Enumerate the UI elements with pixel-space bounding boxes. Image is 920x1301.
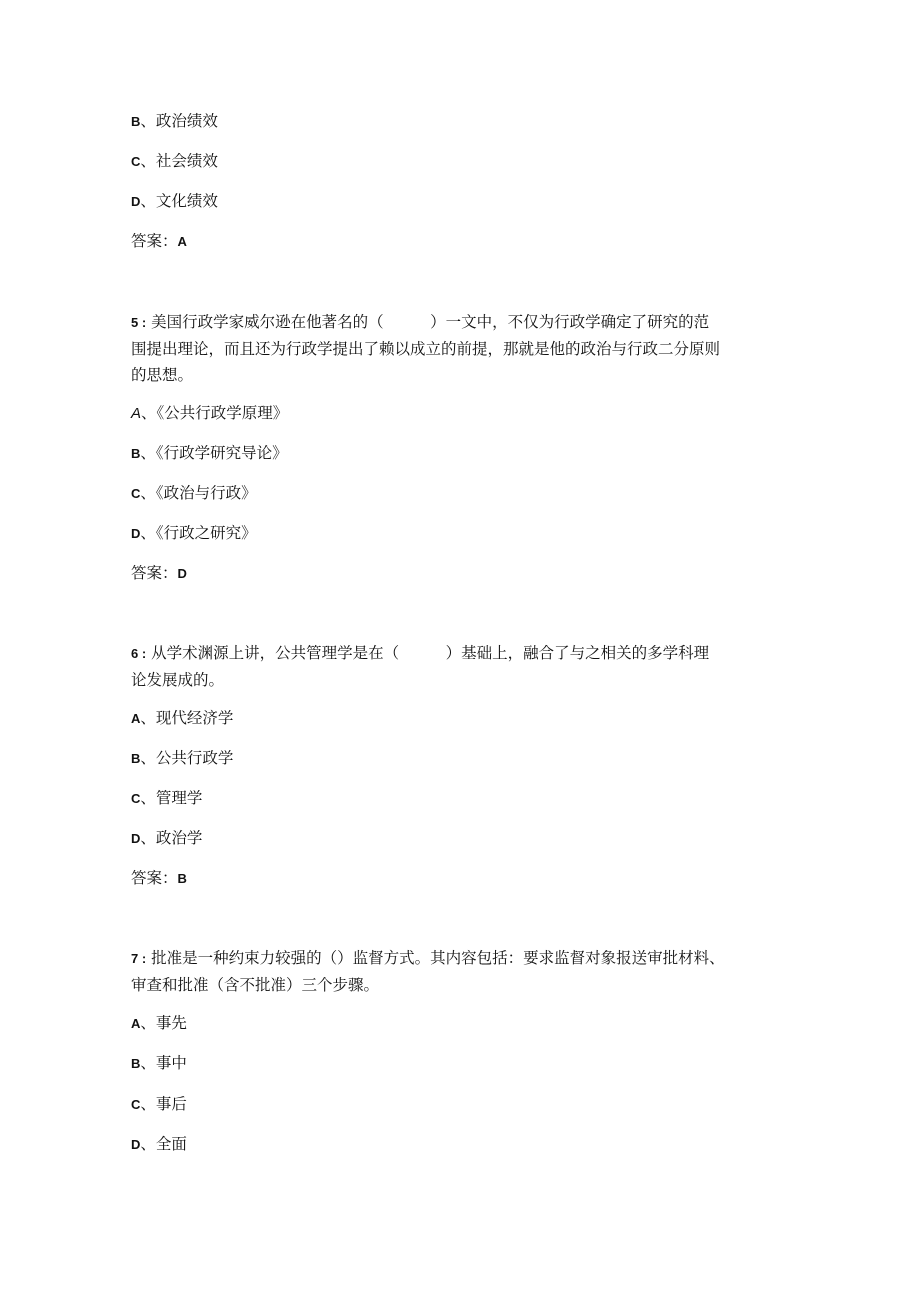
q5-answer — [131, 563, 187, 584]
option-letter: A — [131, 1016, 141, 1031]
q6-option-a: A、现代经济学 — [131, 709, 234, 727]
option-text: 管理学 — [155, 789, 203, 807]
answer-label: 答案： — [131, 564, 178, 582]
q4-option-b: B、政治绩效 — [131, 112, 218, 130]
q7-option-b: B、事中 — [131, 1054, 187, 1072]
q4-answer — [131, 231, 187, 252]
answer-value: D — [177, 566, 187, 581]
answer-value: A — [177, 234, 187, 249]
q7-option-a: A、事先 — [131, 1014, 187, 1032]
option-letter: C — [131, 486, 141, 501]
q5-option-c: C、《政治与行政》 — [131, 484, 257, 502]
q6-answer — [131, 868, 187, 889]
option-letter: A — [131, 711, 141, 726]
q6-stem: 6 : 从学术渊源上讲，公共管理学是在（ ）基础上，融合了与之相关的多学科理 论发展成的。 — [131, 644, 710, 689]
answer-label: 答案： — [131, 232, 178, 250]
q4-option-d: D、文化绩效 — [131, 192, 218, 210]
q6-option-d: D、政治学 — [131, 829, 203, 847]
option-text: 社会绩效 — [155, 152, 218, 170]
q5-option-d: D、《行政之研究》 — [131, 524, 257, 542]
option-text: 《公共行政学原理》 — [156, 404, 289, 422]
option-letter: D — [131, 526, 141, 541]
option-text: 《政治与行政》 — [155, 484, 257, 502]
option-text: 事中 — [155, 1054, 187, 1072]
option-text: 《行政学研究导论》 — [155, 444, 288, 462]
option-text: 事先 — [155, 1014, 187, 1032]
option-letter: D — [131, 1137, 141, 1152]
q6-option-b: B、公共行政学 — [131, 749, 234, 767]
option-letter: D — [131, 831, 141, 846]
q5-option-b: B、《行政学研究导论》 — [131, 444, 288, 462]
option-letter: A — [131, 405, 142, 422]
question-number: 6 : — [131, 646, 147, 661]
option-letter: B — [131, 114, 141, 129]
option-letter: C — [131, 154, 141, 169]
option-text: 全面 — [155, 1135, 187, 1153]
option-text: 事后 — [155, 1095, 187, 1113]
option-letter: C — [131, 1097, 141, 1112]
q5-option-a: A、《公共行政学原理》 — [131, 404, 289, 422]
question-number: 5 : — [131, 315, 147, 330]
q7-stem: 7 : 批准是一种约束力较强的（）监督方式。其内容包括：要求监督对象报送审批材料、 审查和批准（含不批准）三个步骤。 — [131, 949, 725, 994]
option-letter: B — [131, 751, 141, 766]
q7-option-c: C、事后 — [131, 1095, 187, 1113]
option-letter: D — [131, 194, 141, 209]
option-text: 政治学 — [155, 829, 203, 847]
answer-value: B — [177, 871, 187, 886]
option-text: 公共行政学 — [155, 749, 234, 767]
option-text: 政治绩效 — [155, 112, 218, 130]
option-text: 现代经济学 — [155, 709, 234, 727]
option-letter: B — [131, 446, 141, 461]
q4-option-c: C、社会绩效 — [131, 152, 218, 170]
q5-stem: 5 : 美国行政学家威尔逊在他著名的（ ）一文中，不仅为行政学确定了研究的范 围提出理论，而且还为行政学提出了赖以成立的前提，那就是他的政治与行政二分原则 的思想。 — [131, 313, 721, 384]
option-letter: C — [131, 791, 141, 806]
option-letter: B — [131, 1056, 141, 1071]
option-text: 《行政之研究》 — [155, 524, 257, 542]
question-number: 7 : — [131, 951, 147, 966]
q6-option-c: C、管理学 — [131, 789, 203, 807]
option-text: 文化绩效 — [155, 192, 218, 210]
q7-option-d: D、全面 — [131, 1135, 187, 1153]
answer-label: 答案： — [131, 869, 178, 887]
